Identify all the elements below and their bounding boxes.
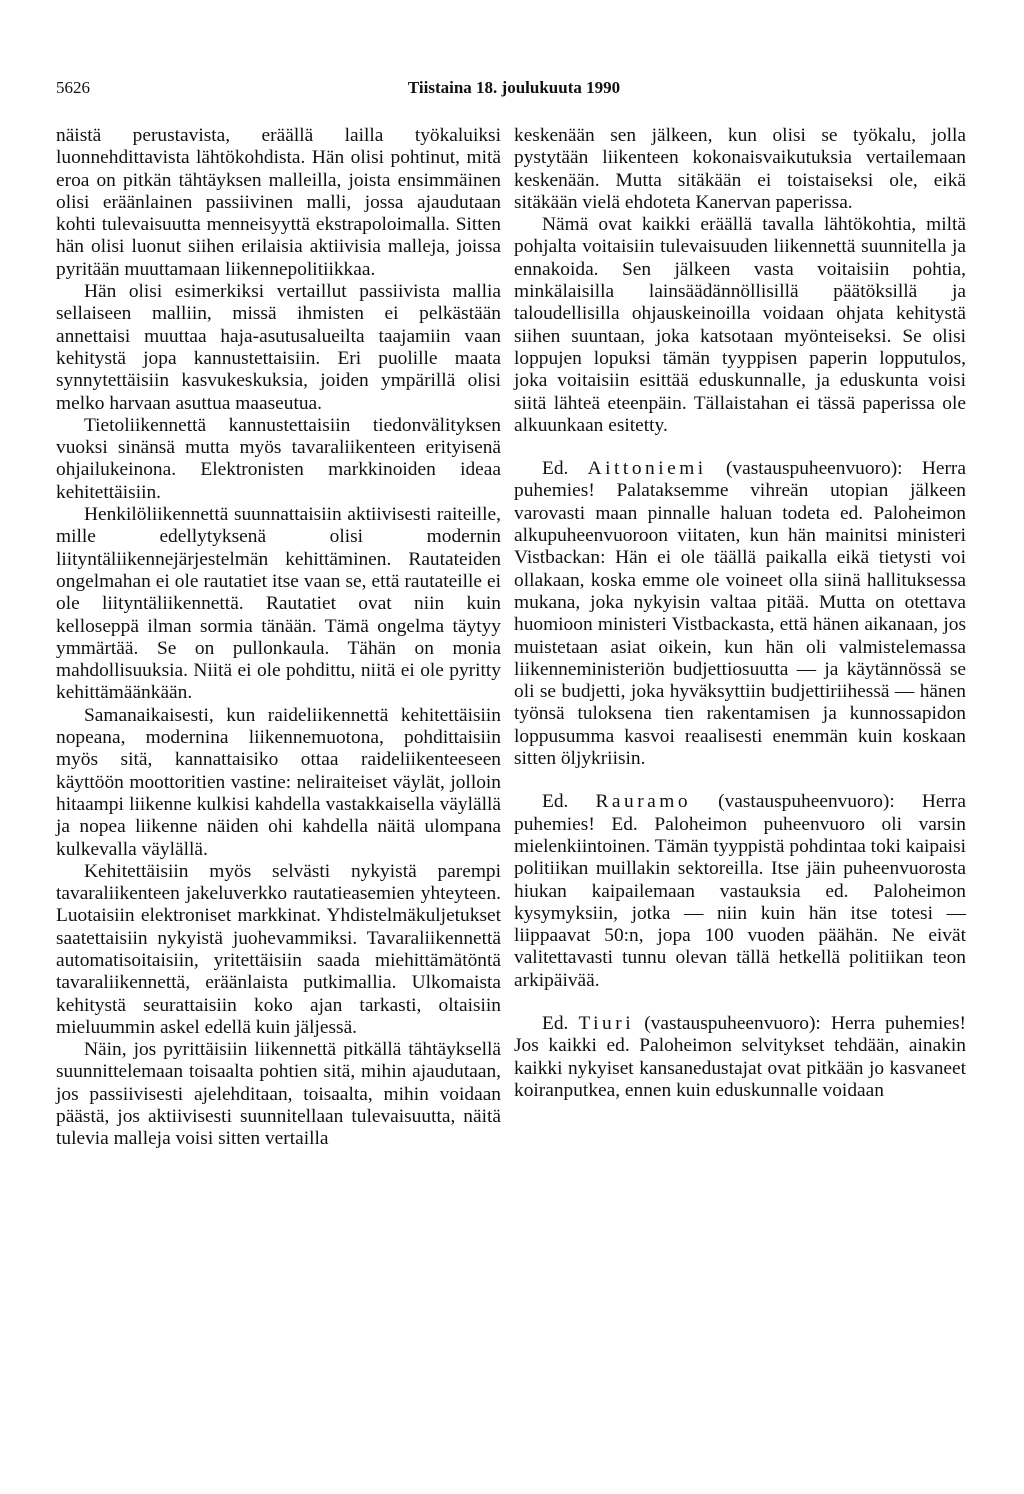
right-column	[514, 125, 966, 1102]
paragraph: Tietoliikennettä kannustettaisiin tiedonvälityksen vuoksi sinänsä mutta myös tavaraliikenteen erityisenä ohjailukeinona. Elektronisten markkinoiden ideaa kehitettäisiin.	[56, 414, 501, 503]
speaker-name: Rauramo	[595, 791, 692, 813]
speech-prefix: Ed.	[542, 1012, 569, 1034]
paragraph: Samanaikaisesti, kun raideliikennettä kehitettäisiin nopeana, modernina liikennemuotona, pohdittaisiin myös sitä, kannattaisiko ottaa raideliikenteeseen käyttöön moottoritien vastine: neliraiteiset väylät, jolloin hitaampi liikenne kulkisi kahdella vastakkaisella väylällä ja nopea liikenne näiden ohi kahdella näitä ulompana kulkevalla väylällä.	[56, 704, 501, 860]
paragraph: Näin, jos pyrittäisiin liikennettä pitkällä tähtäyksellä suunnittelemaan toisaalta pohtien sitä, mihin ajaudutaan, jos passiivisesti ajelehditaan, toisaalta, mihin voidaan päästä, jos aktiivisesti suunnitellaan tulevaisuutta, näitä tulevia malleja voisi sitten vertailla	[56, 1039, 501, 1150]
speaker-role: (vastauspuheenvuoro):	[718, 791, 895, 813]
page-header	[56, 78, 972, 102]
speech-text: Herra puhemies! Ed. Paloheimon puheenvuoro oli varsin mielenkiintoinen. Tämän tyyppistä pohdintaa toki kaipaisi politiikan muillakin sektoreilla. Itse jäin puheenvuorosta hiukan kaipailemaan vastauksia ed. Paloheimon kysymyksiin, jotka — niin kuin hän itse totesi — liippaavat 50:n, jopa 100 vuoden päähän. Ne eivät valitettavasti tunnu olevan tällä hetkellä politiikan teon arkipäivää.	[514, 791, 967, 991]
speaker-role: (vastauspuheenvuoro):	[725, 458, 903, 480]
speech-prefix: Ed.	[542, 458, 569, 480]
speaker-name: Aittoniemi	[587, 458, 707, 480]
speech-prefix: Ed.	[542, 791, 569, 813]
paragraph: Hän olisi esimerkiksi vertaillut passiivista mallia sellaiseen malliin, missä ihmisten ei pelkästään annettaisi muuttaa haja-asutusalueilta taajamiin vaan kehitystä jopa kannustettaisiin. Eri puolille maata synnytettäisiin kasvukeskuksia, joiden ympärillä olisi melko harvaan asuttua maaseutua.	[56, 281, 501, 414]
page-number: 5626	[56, 78, 90, 97]
paragraph: näistä perustavista, eräällä lailla työkaluiksi luonnehdittavista lähtökohdista. Hän olisi pohtinut, mitä eroa on pitkän tähtäyksen malleilla, joista ensimmäinen olisi eräänlainen passiivinen malli, jossa ajaudutaan kohti tulevaisuutta menneisyyttä ekstrapoloimalla. Sitten hän olisi luonut siihen erilaisia aktiivisia malleja, joissa pyritään muuttamaan liikennepolitiikkaa.	[56, 125, 501, 280]
speaker-name: Tiuri	[578, 1012, 635, 1034]
paragraph: Nämä ovat kaikki eräällä tavalla lähtökohtia, miltä pohjalta voitaisiin tulevaisuuden liikennettä suunnitella ja ennakoida. Sen jälkeen vasta voitaisiin pohtia, minkälaisilla lainsäädännöllisillä päätöksillä ja taloudellisilla ohjauskeinoilla voidaan ohjata kehitystä siihen suuntaan, joka katsotaan myönteiseksi. Se olisi loppujen lopuksi tämän tyyppisen paperin lopputulos, joka voitaisiin esittää eduskunnalle, ja eduskunta voisi siitä lähteä eteenpäin. Tällaistahan ei tässä paperissa ole alkuunkaan esitetty.	[514, 214, 966, 436]
speech-text: Herra puhemies! Jos kaikki ed. Paloheimon selvitykset tehdään, ainakin kaikki nykyiset kansanedustajat ovat pitkään jo kasvaneet koiranputkea, ennen kuin eduskunnalle voidaan	[514, 1012, 966, 1101]
paragraph: Kehitettäisiin myös selvästi nykyistä parempi tavaraliikenteen jakeluverkko rautatieasemien yhteyteen. Luotaisiin elektroniset markkinat. Yhdistelmäkuljetukset saatettaisiin nykyistä juohevammiksi. Tavaraliikennettä automatisoitaisiin, yritettäisiin saada miehittämätöntä tavaraliikennettä, eräänlaista putkimallia. Ulkomaista kehitystä seurattaisiin koko ajan tarkasti, oltaisiin mieluummin askel edellä kuin jäljessä.	[56, 860, 501, 1038]
left-column	[56, 125, 501, 1151]
paragraph: keskenään sen jälkeen, kun olisi se työkalu, jolla pystytään liikenteen kokonaisvaikutuksia vertailemaan keskenään. Mutta sitäkään ei toistaiseksi ole, eikä sitäkään vielä ehdoteta Kanervan paperissa.	[514, 125, 966, 213]
speech-aittoniemi	[514, 458, 966, 770]
speech-tiuri	[514, 1013, 966, 1102]
speech-text: Herra puhemies! Palataksemme vihreän utopian jälkeen varovasti maan pinnalle haluan todeta ed. Paloheimon alkupuheenvuoroon viitaten, kun hän mainitsi ministeri Vistbackan: Hän ei ole täällä paikalla eikä tietysti voi ollakaan, koska emme ole voineet olla siinä hallituksessa mukana, joka nykyisin valtaa pitää. Mutta on otettava huomioon ministeri Vistbackasta, että hänen aikanaan, jos muistetaan asiat oikein, kun hän oli valmistelemassa liikenneministeriön budjettiosuutta — ja käytännössä se oli se budjetti, joka hyväksyttiin budjettiriihessä — hänen työnsä tuloksena tien rakentamisen ja kunnossapidon loppusumma kasvoi reaalisesti enemmän kuin koskaan sitten öljykriisin.	[514, 458, 966, 770]
speech-rauramo	[514, 791, 966, 992]
paragraph: Henkilöliikennettä suunnattaisiin aktiivisesti raiteille, mille edellytyksenä olisi modernin liityntäliikennejärjestelmän kehittäminen. Rautateiden ongelmahan ei ole rautatiet itse vaan se, että rautateille ei ole liityntäliikennettä. Rautatiet ovat niin kuin kelloseppä ilman sormia tänään. Tämä ongelma täytyy ymmärtää. Se on pullonkaula. Tähän on monia mahdollisuuksia. Niitä ei ole pohdittu, niitä ei ole pyritty kehittämäänkään.	[56, 504, 501, 704]
running-head: Tiistaina 18. joulukuuta 1990	[407, 78, 621, 97]
speaker-role: (vastauspuheenvuoro):	[644, 1012, 821, 1034]
